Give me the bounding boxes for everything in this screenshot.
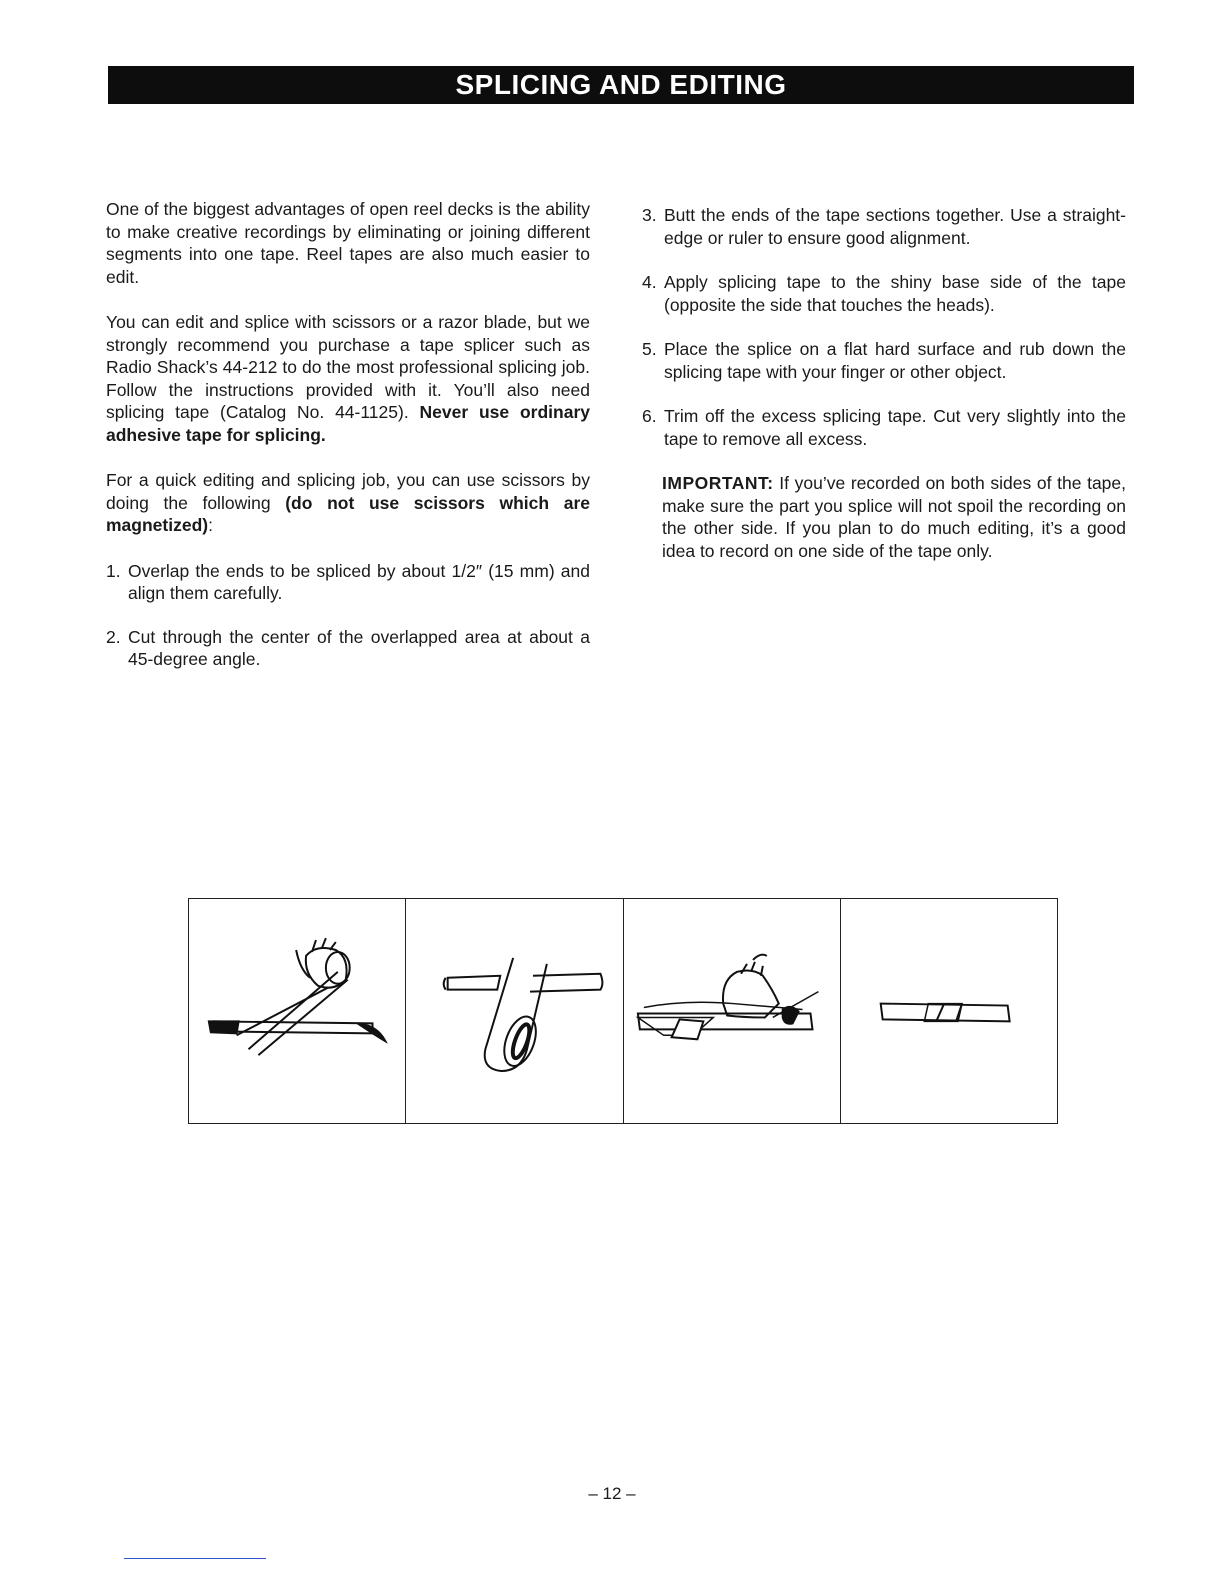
quick-paragraph-text: For a quick editing and splicing job, you can use scissors by doing the following [106, 470, 590, 513]
edit-paragraph-text: You can edit and splice with scissors or a razor blade, but we strongly recommend you purchase a tape splicer such as Radio Shack’s 44-212 to do the most professional splicing job. Follow the instructions provided with it. You’ll also need splicing tape (Catalog No. 44-1125). [106, 312, 590, 422]
intro-paragraph: One of the biggest advantages of open reel decks is the ability to make creative recordings by eliminating or joining different segments into one tape. Reel tapes are also much easier to edit. [106, 199, 590, 287]
illustration-strip [188, 898, 1058, 1124]
finger-rubbing-splice-icon [624, 899, 840, 1123]
step-5 [642, 338, 1126, 383]
step-number: 6. [642, 406, 657, 426]
step-number: 2. [106, 626, 121, 647]
important-note [642, 472, 1126, 562]
edit-warning: Never use ordinary adhesive tape for splicing. [106, 402, 590, 445]
step-text: Apply splicing tape to the shiny base side of the tape (opposite the side that touches the heads). [664, 272, 1126, 315]
footer-rule [124, 1558, 266, 1559]
page-number: – 12 – [588, 1484, 636, 1503]
quick-colon: : [208, 515, 213, 535]
important-label: IMPORTANT: [662, 473, 774, 493]
quick-warning: (do not use scissors which are magnetized) [106, 492, 590, 535]
step-number: 1. [106, 560, 121, 581]
step-2 [106, 626, 590, 671]
important-text: If you’ve recorded on both sides of the tape, make sure the part you splice will not spoil the recording on the other side. If you plan to do much editing, it’s a good idea to record on one side of the tape only. [662, 473, 1126, 561]
step-number: 4. [642, 272, 657, 292]
page-title: SPLICING AND EDITING [108, 66, 1134, 104]
quick-paragraph [106, 469, 590, 537]
left-column [106, 198, 590, 692]
step-number: 5. [642, 339, 657, 359]
step-1 [106, 560, 590, 605]
step-number: 3. [642, 205, 657, 225]
finished-splice-icon [841, 899, 1057, 1123]
step-text: Place the splice on a flat hard surface and rub down the splicing tape with your finger or other object. [664, 339, 1126, 382]
step-6 [642, 405, 1126, 450]
figure-panel-2 [406, 899, 623, 1123]
right-column [642, 204, 1126, 562]
step-text: Butt the ends of the tape sections together. Use a straight-edge or ruler to ensure good alignment. [664, 205, 1126, 248]
splicing-tape-roll-icon [406, 899, 622, 1123]
step-text: Overlap the ends to be spliced by about 1/2″ (15 mm) and align them carefully. [128, 560, 590, 603]
edit-paragraph [106, 311, 590, 446]
step-text: Trim off the excess splicing tape. Cut very slightly into the tape to remove all excess. [664, 406, 1126, 449]
step-text: Cut through the center of the overlapped area at about a 45-degree angle. [128, 626, 590, 669]
step-4 [642, 271, 1126, 316]
figure-panel-1 [189, 899, 406, 1123]
figure-panel-4 [841, 899, 1057, 1123]
figure-panel-3 [624, 899, 841, 1123]
scissors-cutting-tape-icon [189, 899, 405, 1123]
step-3 [642, 204, 1126, 249]
